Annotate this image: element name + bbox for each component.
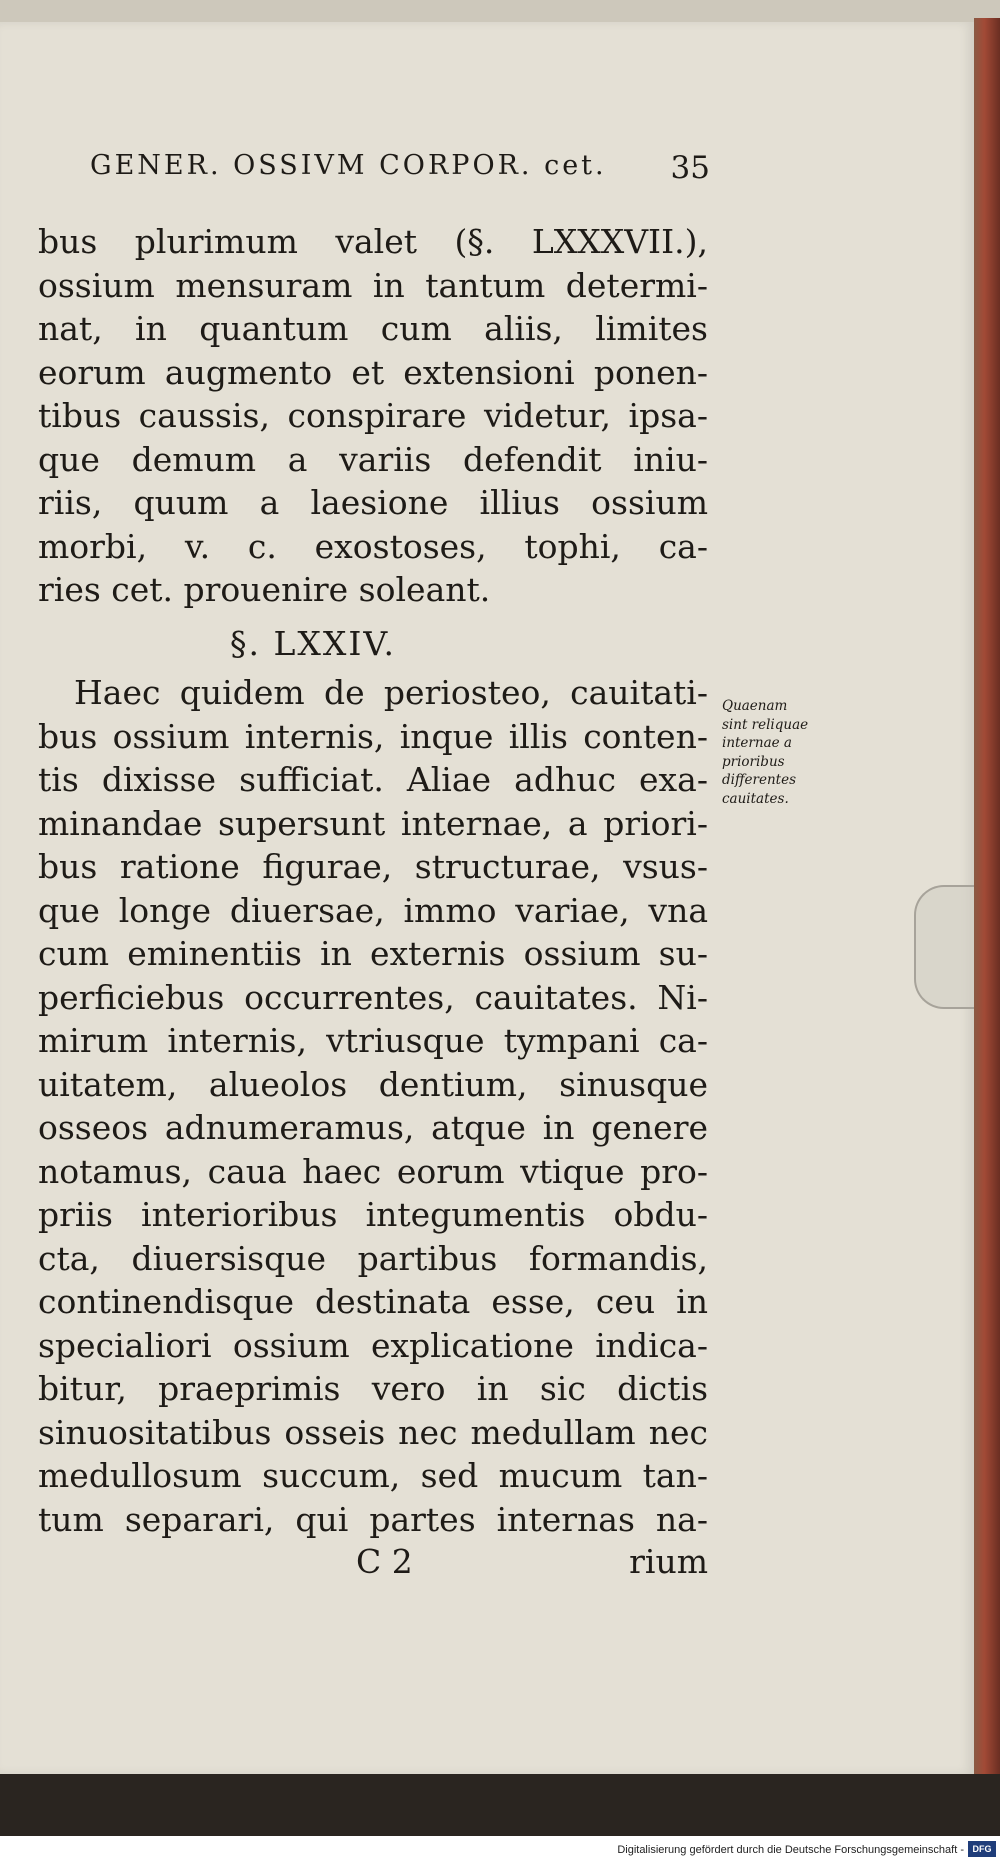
- text-line: medullosum succum, sed mucum tan-: [38, 1456, 708, 1495]
- text-line: uitatem, alueolos dentium, sinusque: [38, 1064, 708, 1104]
- text-line: bus ossium internis, inque illis conten-: [38, 716, 708, 756]
- text-line: bus plurimum valet (§. LXXXVII.),: [38, 222, 708, 261]
- text-line: cta, diuersisque partibus formandis,: [38, 1238, 708, 1278]
- text-line: osseos adnumeramus, atque in genere: [38, 1108, 708, 1147]
- dfg-logo-icon: DFG: [968, 1841, 996, 1857]
- running-header: [90, 150, 710, 186]
- digitization-credit: Digitalisierung gefördert durch die Deutsche Forschungsgemeinschaft -: [617, 1844, 964, 1856]
- catchword: rium: [629, 1542, 708, 1581]
- book-binding-edge: [974, 18, 1000, 1780]
- text-line: tum separari, qui partes internas na-: [38, 1499, 708, 1539]
- page-number: 35: [670, 150, 710, 186]
- marginal-note-line: Quaenam: [722, 698, 788, 714]
- page-clip-holder: [914, 885, 974, 1009]
- marginal-note-line: internae a: [722, 735, 792, 751]
- text-line: bitur, praeprimis vero in sic dictis: [38, 1369, 708, 1408]
- section-heading: §. LXXIV.: [230, 623, 396, 663]
- marginal-note-line: cauitates.: [722, 790, 789, 807]
- text-line: bus ratione figurae, structurae, vsus-: [38, 847, 708, 886]
- text-line: ries cet. prouenire soleant.: [38, 570, 491, 609]
- text-line: cum eminentiis in externis ossium su-: [38, 934, 708, 973]
- text-line: tibus caussis, conspirare videtur, ipsa-: [38, 396, 708, 435]
- text-line: minandae supersunt internae, a priori-: [38, 803, 708, 843]
- text-line: Haec quidem de periosteo, cauitati-: [74, 673, 708, 712]
- text-line: continendisque destinata esse, ceu in: [38, 1282, 708, 1321]
- text-line: riis, quum a laesione illius ossium: [38, 483, 708, 522]
- text-line: specialiori ossium explicatione indica-: [38, 1325, 708, 1365]
- signature-mark: C 2: [356, 1542, 413, 1581]
- text-line: sinuositatibus osseis nec medullam nec: [38, 1412, 708, 1452]
- text-line: ossium mensuram in tantum determi-: [38, 265, 708, 305]
- marginal-note-line: prioribus: [722, 753, 785, 770]
- credit-bar: [0, 1836, 1000, 1860]
- text-line: nat, in quantum cum aliis, limites: [38, 309, 708, 348]
- marginal-note-line: differentes: [722, 772, 796, 788]
- text-line: mirum internis, vtriusque tympani ca-: [38, 1021, 708, 1060]
- text-line: perficiebus occurrentes, cauitates. Ni-: [38, 977, 708, 1017]
- text-line: priis interioribus integumentis obdu-: [38, 1195, 708, 1234]
- text-line: eorum augmento et extensioni ponen-: [38, 352, 708, 392]
- text-line: morbi, v. c. exostoses, tophi, ca-: [38, 526, 708, 566]
- text-line: que demum a variis defendit iniu-: [38, 439, 708, 479]
- text-line: notamus, caua haec eorum vtique pro-: [38, 1151, 708, 1191]
- page-footer: [38, 1542, 708, 1586]
- scan-background: [0, 1774, 1000, 1836]
- marginal-note: [722, 697, 862, 808]
- main-text: [38, 220, 708, 1541]
- text-line: tis dixisse sufficiat. Aliae adhuc exa-: [38, 760, 708, 799]
- marginal-note-line: sint reliquae: [722, 716, 809, 733]
- running-title: GENER. OSSIVM CORPOR. cet.: [90, 150, 607, 181]
- text-line: que longe diuersae, immo variae, vna: [38, 890, 708, 930]
